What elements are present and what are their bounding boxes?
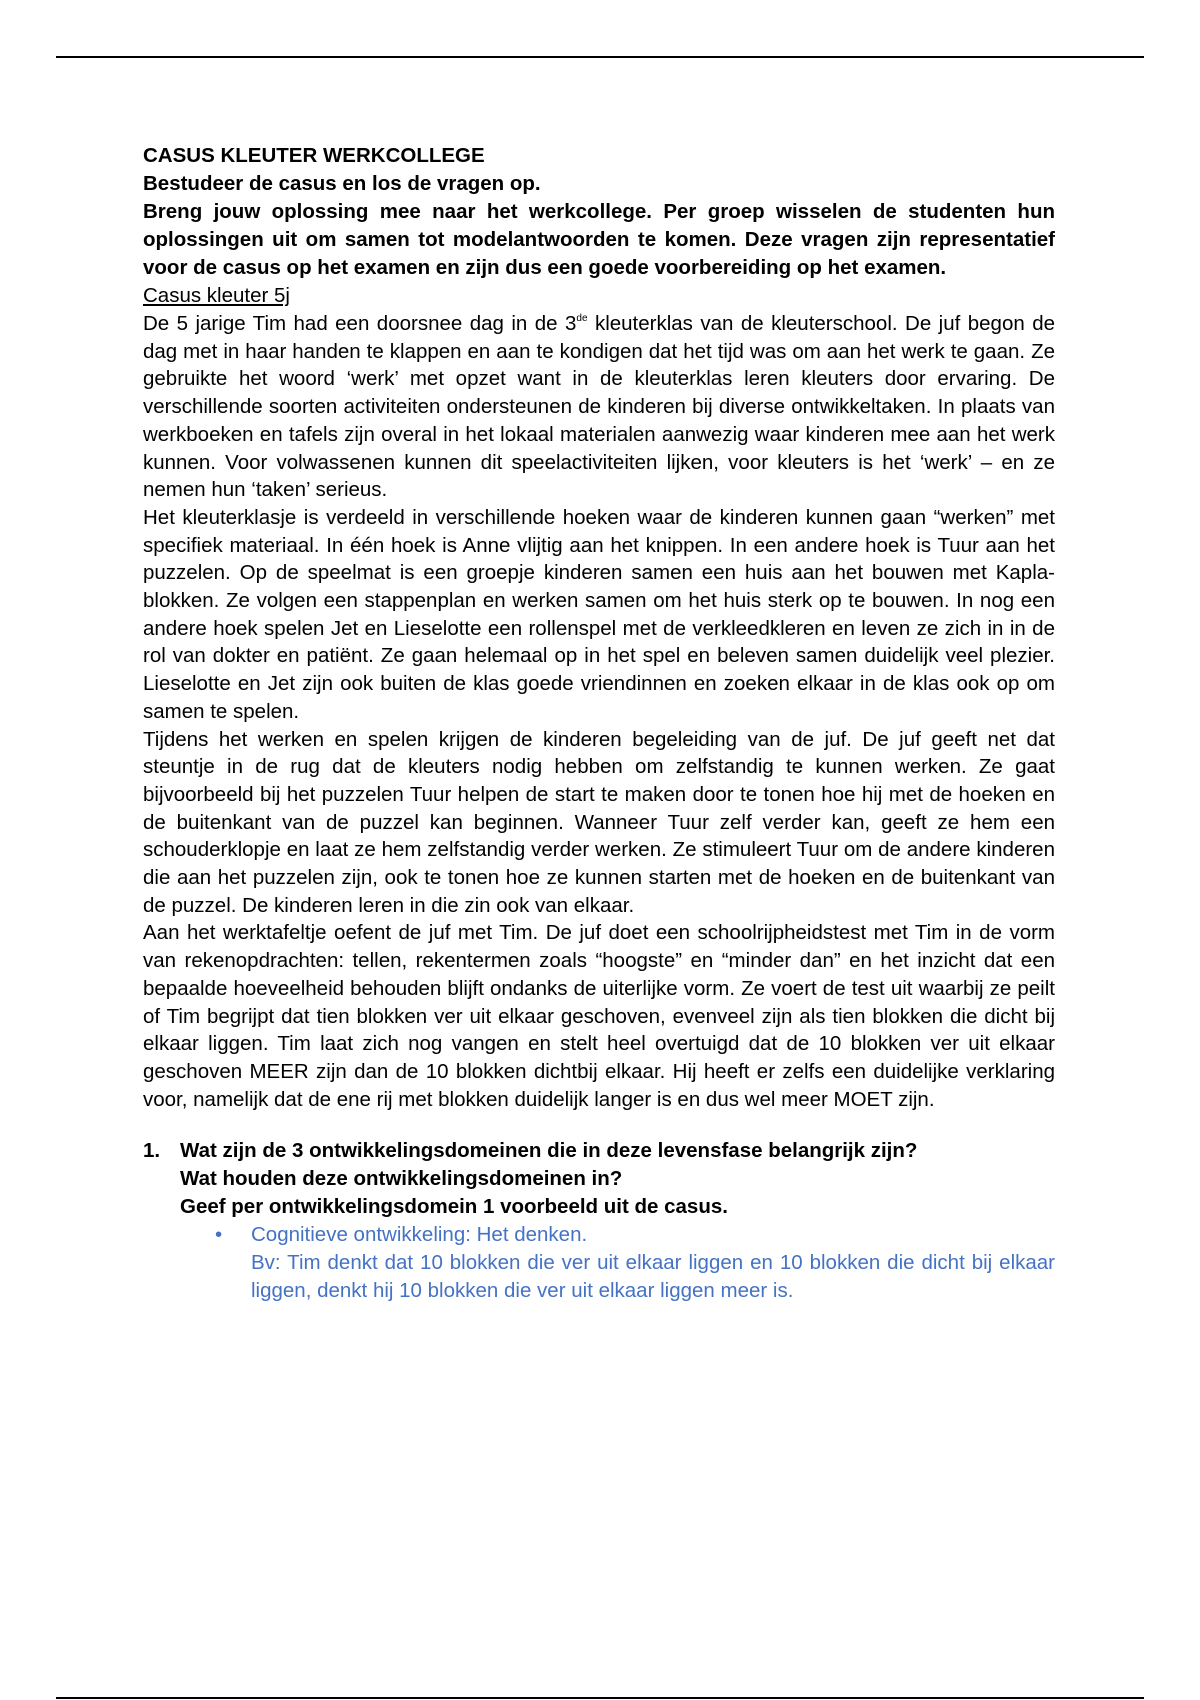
answer-example: Bv: Tim denkt dat 10 blokken die ver uit elkaar liggen en 10 blokken die dicht bij elkaar liggen, denkt hij 10 blokken die ver uit elkaar liggen meer is. [251, 1251, 1055, 1302]
question-line: Wat houden deze ontwikkelingsdomeinen in? [180, 1167, 623, 1191]
page-content [143, 142, 1055, 1305]
case-paragraph-1 [143, 310, 1055, 504]
case-paragraph-1-start: De 5 jarige Tim had een doorsnee dag in de 3 [143, 312, 577, 335]
question-item [143, 1137, 1055, 1304]
question-line: Geef per ontwikkelingsdomein 1 voorbeeld uit de casus. [180, 1195, 728, 1219]
case-subtitle: Casus kleuter 5j [143, 284, 290, 307]
question-number: 1. [143, 1139, 161, 1163]
page-title: CASUS KLEUTER WERKCOLLEGE [143, 144, 485, 167]
case-paragraph-3: Tijdens het werken en spelen krijgen de kinderen begeleiding van de juf. De juf geeft net dat steuntje in de rug dat de kleuters nodig hebben om zelfstandig te kunnen werken. Ze gaat bijvoorbeeld bij het puzzelen Tuur helpen de start te maken door te tonen hoe hij met de hoeken en de buitenkant van de puzzel kan beginnen. Wanneer Tuur zelf verder kan, geeft ze hem een schouderklopje en laat ze hem zelfstandig verder werken. Ze stimuleert Tuur om de andere kinderen die aan het puzzelen zijn, ook te tonen hoe ze kunnen starten met de hoeken en de buitenkant van de puzzel. De kinderen leren in die zin ook van elkaar. [143, 727, 1055, 917]
intro-paragraph: Breng jouw oplossing mee naar het werkcollege. Per groep wisselen de studenten hun oplossingen uit om samen tot modelantwoorden te komen. Deze vragen zijn representatief voor de casus op het examen en zijn dus een goede voorbereiding op het examen. [143, 200, 1055, 279]
ordinal-superscript: de [576, 313, 588, 324]
top-rule [56, 56, 1144, 58]
bullet-icon: • [215, 1223, 223, 1247]
instruction: Bestudeer de casus en los de vragen op. [143, 172, 541, 195]
question-line: Wat zijn de 3 ontwikkelingsdomeinen die in deze levensfase belangrijk zijn? [180, 1139, 918, 1163]
bottom-rule [56, 1697, 1144, 1699]
answer-list [180, 1221, 1055, 1304]
case-paragraph-4: Aan het werktafeltje oefent de juf met Tim. De juf doet een schoolrijpheidstest met Tim in de vorm van rekenopdrachten: tellen, rekentermen zoals “hoogste” en “minder dan” en het inzicht dat een bepaalde hoeveelheid behouden blijft ondanks de uiterlijke vorm. Ze voert de test uit waarbij ze peilt of Tim begrijpt dat tien blokken ver uit elkaar geschoven, evenveel zijn als tien blokken die dicht bij elkaar liggen. Tim laat zich nog vangen en stelt heel overtuigd dat de 10 blokken ver uit elkaar geschoven MEER zijn dan de 10 blokken dichtbij elkaar. Hij heeft er zelfs een duidelijke verklaring voor, namelijk dat de ene rij met blokken duidelijk langer is en dus wel meer MOET zijn. [143, 921, 1055, 1111]
answer-item [215, 1221, 1055, 1304]
question-list [143, 1137, 1055, 1304]
case-paragraph-2: Het kleuterklasje is verdeeld in verschillende hoeken waar de kinderen kunnen gaan “werken” met specifiek materiaal. In één hoek is Anne vlijtig aan het knippen. In een andere hoek is Tuur aan het puzzelen. Op de speelmat is een groepje kinderen samen een huis aan het bouwen met Kapla-blokken. Ze volgen een stappenplan en werken samen om het huis sterk op te bouwen. In nog een andere hoek spelen Jet en Lieselotte een rollenspel met de verkleedkleren en leven ze zich in in de rol van dokter en patiënt. Ze gaan helemaal op in het spel en beleven samen duidelijk veel plezier. Lieselotte en Jet zijn ook buiten de klas goede vriendinnen en zoeken elkaar in de klas ook op om samen te spelen. [143, 505, 1055, 723]
answer-domain: Cognitieve ontwikkeling: Het denken. [251, 1223, 588, 1247]
case-paragraph-1-rest: kleuterklas van de kleuterschool. De juf begon de dag met in haar handen te klappen en aan te kondigen dat het tijd was om aan het werk te gaan. Ze gebruikte het woord ‘werk’ met opzet want in de kleuterklas leren kleuters door ervaring. De verschillende soorten activiteiten ondersteunen de kinderen bij diverse ontwikkeltaken. In plaats van werkboeken en tafels zijn overal in het lokaal materialen aanwezig waar kinderen mee aan het werk kunnen. Voor volwassenen kunnen dit speelactiviteiten lijken, voor kleuters is het ‘werk’ – en ze nemen hun ‘taken’ serieus. [143, 312, 1055, 502]
